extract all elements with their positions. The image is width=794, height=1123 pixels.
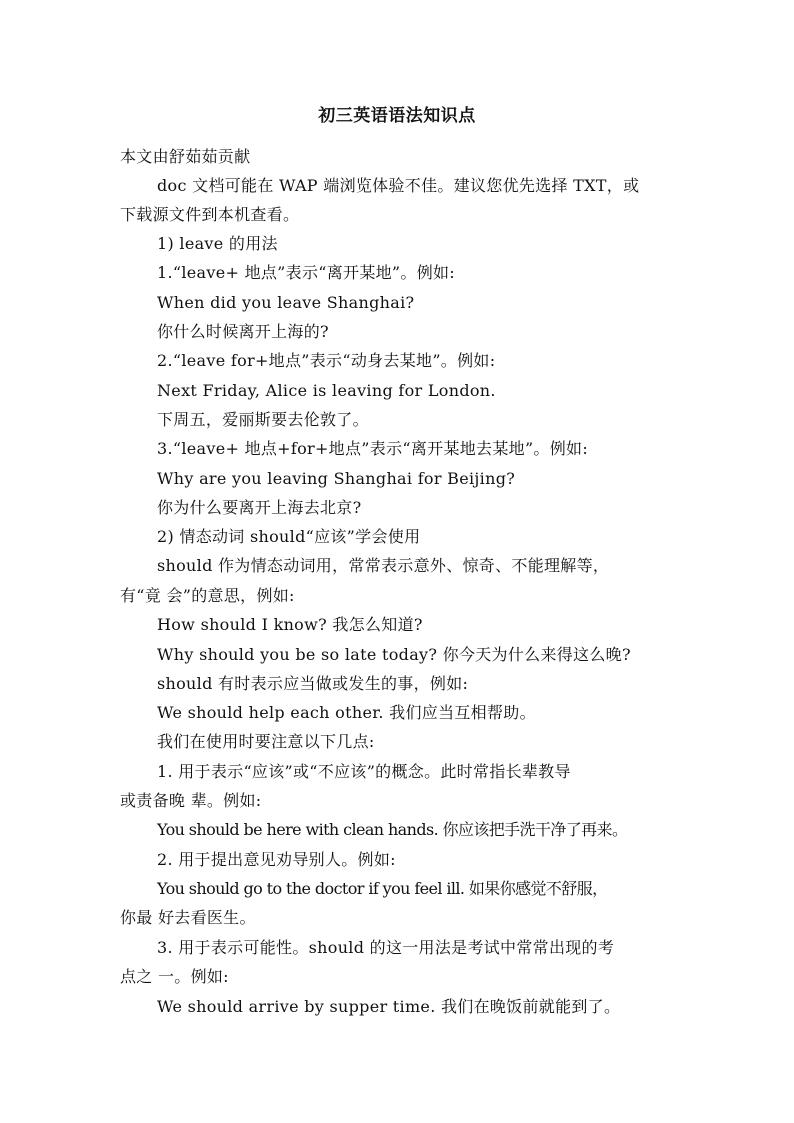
example-line: You should go to the doctor if you feel ill. 如果你感觉不舒服， [157, 879, 608, 898]
example-line: When did you leave Shanghai? [157, 293, 415, 312]
example-line: Why should you be so late today? 你今天为什么来得这么晚? [157, 645, 631, 664]
section-heading: 1) leave 的用法 [157, 234, 278, 253]
paragraph-line: doc 文档可能在 WAP 端浏览体验不佳。建议您优先选择 TXT，或 [157, 176, 640, 195]
section-heading: 2) 情态动词 should“应该”学会使用 [157, 527, 421, 546]
paragraph-line: 有“竟 会”的意思，例如: [120, 586, 295, 605]
example-line: You should be here with clean hands. 你应该把手洗干净了再来。 [157, 820, 628, 839]
document-title: 初三英语语法知识点 [318, 106, 476, 126]
paragraph-line: 点之 一。例如: [120, 967, 229, 986]
example-line: 你为什么要离开上海去北京? [157, 498, 362, 517]
paragraph-line: 3.“leave+ 地点+for+地点”表示“离开某地去某地”。例如: [157, 439, 589, 458]
example-line: How should I know? 我怎么知道? [157, 615, 423, 634]
paragraph-line: should 有时表示应当做或发生的事，例如: [157, 674, 469, 693]
paragraph-line: 或责备晚 辈。例如: [120, 791, 262, 810]
example-line: We should arrive by supper time. 我们在晚饭前就能到了。 [157, 997, 621, 1016]
example-line: We should help each other. 我们应当互相帮助。 [157, 703, 536, 722]
example-line: Next Friday, Alice is leaving for London. [157, 381, 496, 400]
paragraph-line: 下载源文件到本机查看。 [120, 205, 300, 224]
example-line: 下周五，爱丽斯要去伦敦了。 [157, 410, 369, 429]
example-line: Why are you leaving Shanghai for Beijing? [157, 469, 516, 488]
paragraph-line: 我们在使用时要注意以下几点: [157, 732, 375, 751]
paragraph-line: 2.“leave for+地点”表示“动身去某地”。例如: [157, 351, 496, 370]
example-line: 你什么时候离开上海的? [157, 322, 329, 341]
paragraph-line: 1. 用于表示“应该”或“不应该”的概念。此时常指长辈教导 [157, 762, 571, 781]
paragraph-line: should 作为情态动词用，常常表示意外、惊奇、不能理解等， [157, 556, 610, 575]
contributor-line: 本文由舒茹茹贡献 [120, 147, 251, 166]
paragraph-line: 你最 好去看医生。 [120, 908, 256, 927]
paragraph-line: 3. 用于表示可能性。should 的这一用法是考试中常常出现的考 [157, 938, 615, 957]
paragraph-line: 2. 用于提出意见劝导别人。例如: [157, 850, 396, 869]
paragraph-line: 1.“leave+ 地点”表示“离开某地”。例如: [157, 263, 456, 282]
